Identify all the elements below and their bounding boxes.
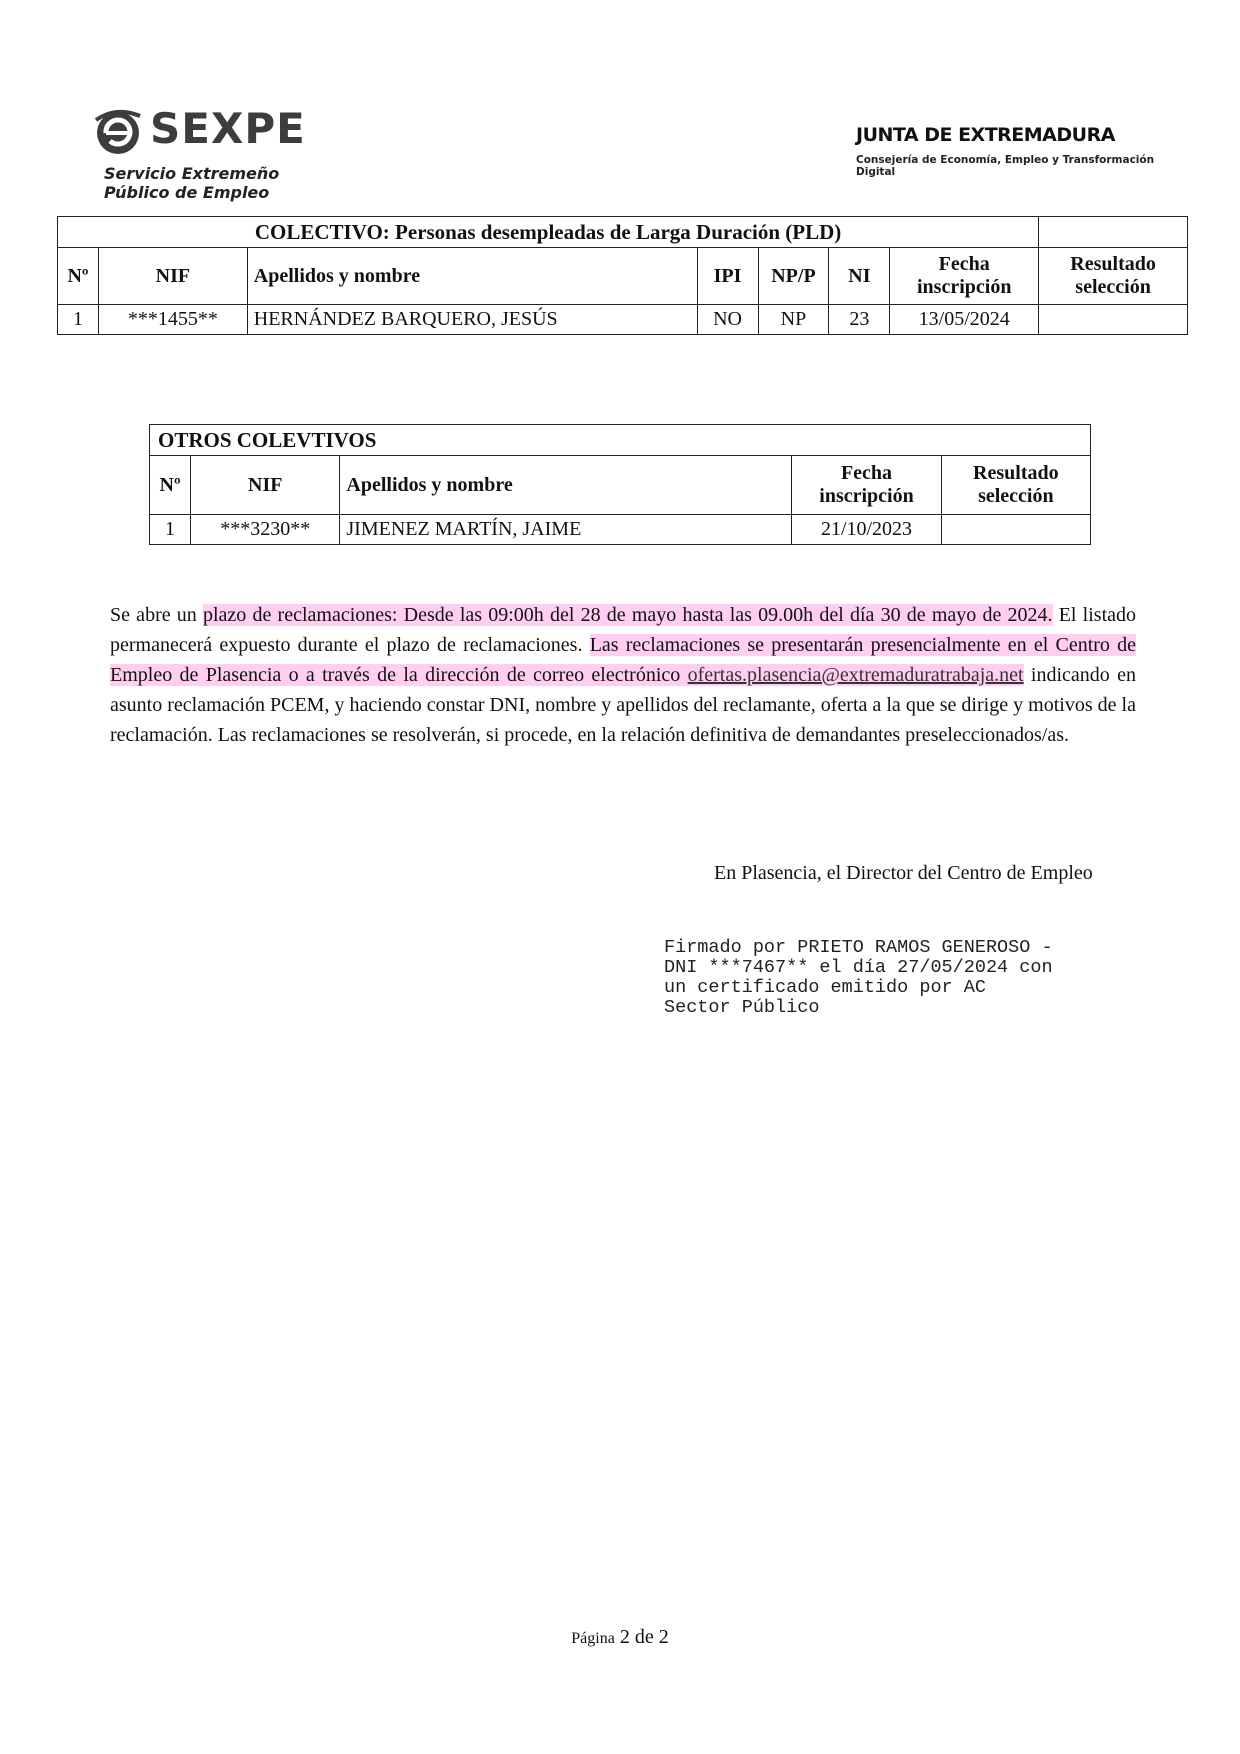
page-number <box>0 1626 1240 1649</box>
cell-ni: 23 <box>829 305 890 335</box>
cell-number: 1 <box>58 305 99 335</box>
column-header: Apellidos y nombre <box>340 456 792 515</box>
column-header: NI <box>829 248 890 305</box>
sexpe-wordmark: SEXPE <box>150 104 306 153</box>
column-header: Resultado selección <box>941 456 1090 515</box>
column-header: NIF <box>98 248 247 305</box>
junta-title: JUNTA DE EXTREMADURA <box>856 124 1115 146</box>
table-row <box>150 515 1091 545</box>
column-header: Fecha inscripción <box>890 248 1039 305</box>
cell-name: JIMENEZ MARTÍN, JAIME <box>340 515 792 545</box>
column-header: Fecha inscripción <box>792 456 941 515</box>
cell-result <box>1039 305 1188 335</box>
table-pld-caption: COLECTIVO: Personas desempleadas de Larga Duración (PLD) <box>58 217 1039 248</box>
table-row <box>58 305 1188 335</box>
cell-date: 13/05/2024 <box>890 305 1039 335</box>
cell-nif: ***3230** <box>191 515 340 545</box>
sexpe-subtitle-line1: Servicio Extremeño <box>104 164 280 183</box>
page-count: 2 de 2 <box>619 1626 669 1648</box>
sexpe-logo <box>92 104 312 203</box>
sexpe-subtitle-line2: Público de Empleo <box>104 183 270 202</box>
junta-logo <box>856 124 1176 184</box>
junta-subtitle: Consejería de Economía, Empleo y Transformación Digital <box>856 154 1155 178</box>
cell-result <box>941 515 1090 545</box>
table-otros <box>149 424 1091 545</box>
column-header: Resultado selección <box>1039 248 1188 305</box>
notice-text: Se abre un <box>110 604 203 626</box>
column-header: IPI <box>697 248 758 305</box>
signoff: En Plasencia, el Director del Centro de Empleo <box>714 862 1093 884</box>
claims-notice <box>110 600 1136 750</box>
column-header: Apellidos y nombre <box>247 248 697 305</box>
cell-date: 21/10/2023 <box>792 515 941 545</box>
table-otros-header-row <box>150 456 1091 515</box>
column-header: NIF <box>191 456 340 515</box>
column-header: NP/P <box>758 248 829 305</box>
notice-text: El listado permanecerá expuesto durante el plazo de reclamaciones. <box>110 604 1137 656</box>
cell-npp: NP <box>758 305 829 335</box>
cell-name: HERNÁNDEZ BARQUERO, JESÚS <box>247 305 697 335</box>
cell-nif: ***1455** <box>98 305 247 335</box>
notice-highlight-submission: Las reclamaciones se presentarán presencialmente en el Centro de Empleo de Plasencia o a través de la dirección de correo electrónico <box>110 634 1137 686</box>
table-pld-header-row <box>58 248 1188 305</box>
cell-ipi: NO <box>697 305 758 335</box>
table-otros-caption: OTROS COLEVTIVOS <box>150 425 1091 456</box>
column-header: Nº <box>58 248 99 305</box>
column-header: Nº <box>150 456 191 515</box>
digital-signature: Firmado por PRIETO RAMOS GENEROSO - DNI ***7467** el día 27/05/2024 con un certificado emitido por AC Sector Público <box>664 937 1053 1018</box>
notice-text: indicando en asunto reclamación PCEM, y haciendo constar DNI, nombre y apellidos del reclamante, oferta a la que se dirige y motivos de la reclamación. Las reclamaciones se resolverán, si procede, en la relación definitiva de demandantes preseleccionados/as. <box>110 664 1136 746</box>
notice-highlight-deadline: plazo de reclamaciones: Desde las 09:00h del 28 de mayo hasta las 09.00h del día 30 de mayo de 2024. <box>202 604 1053 626</box>
sexpe-emblem-icon <box>92 108 146 156</box>
table-pld <box>57 216 1188 335</box>
cell-number: 1 <box>150 515 191 545</box>
table-pld-caption-blank <box>1039 217 1188 248</box>
page-prefix: Página <box>571 1630 615 1647</box>
email-link[interactable]: ofertas.plasencia@extremaduratrabaja.net <box>687 664 1024 686</box>
